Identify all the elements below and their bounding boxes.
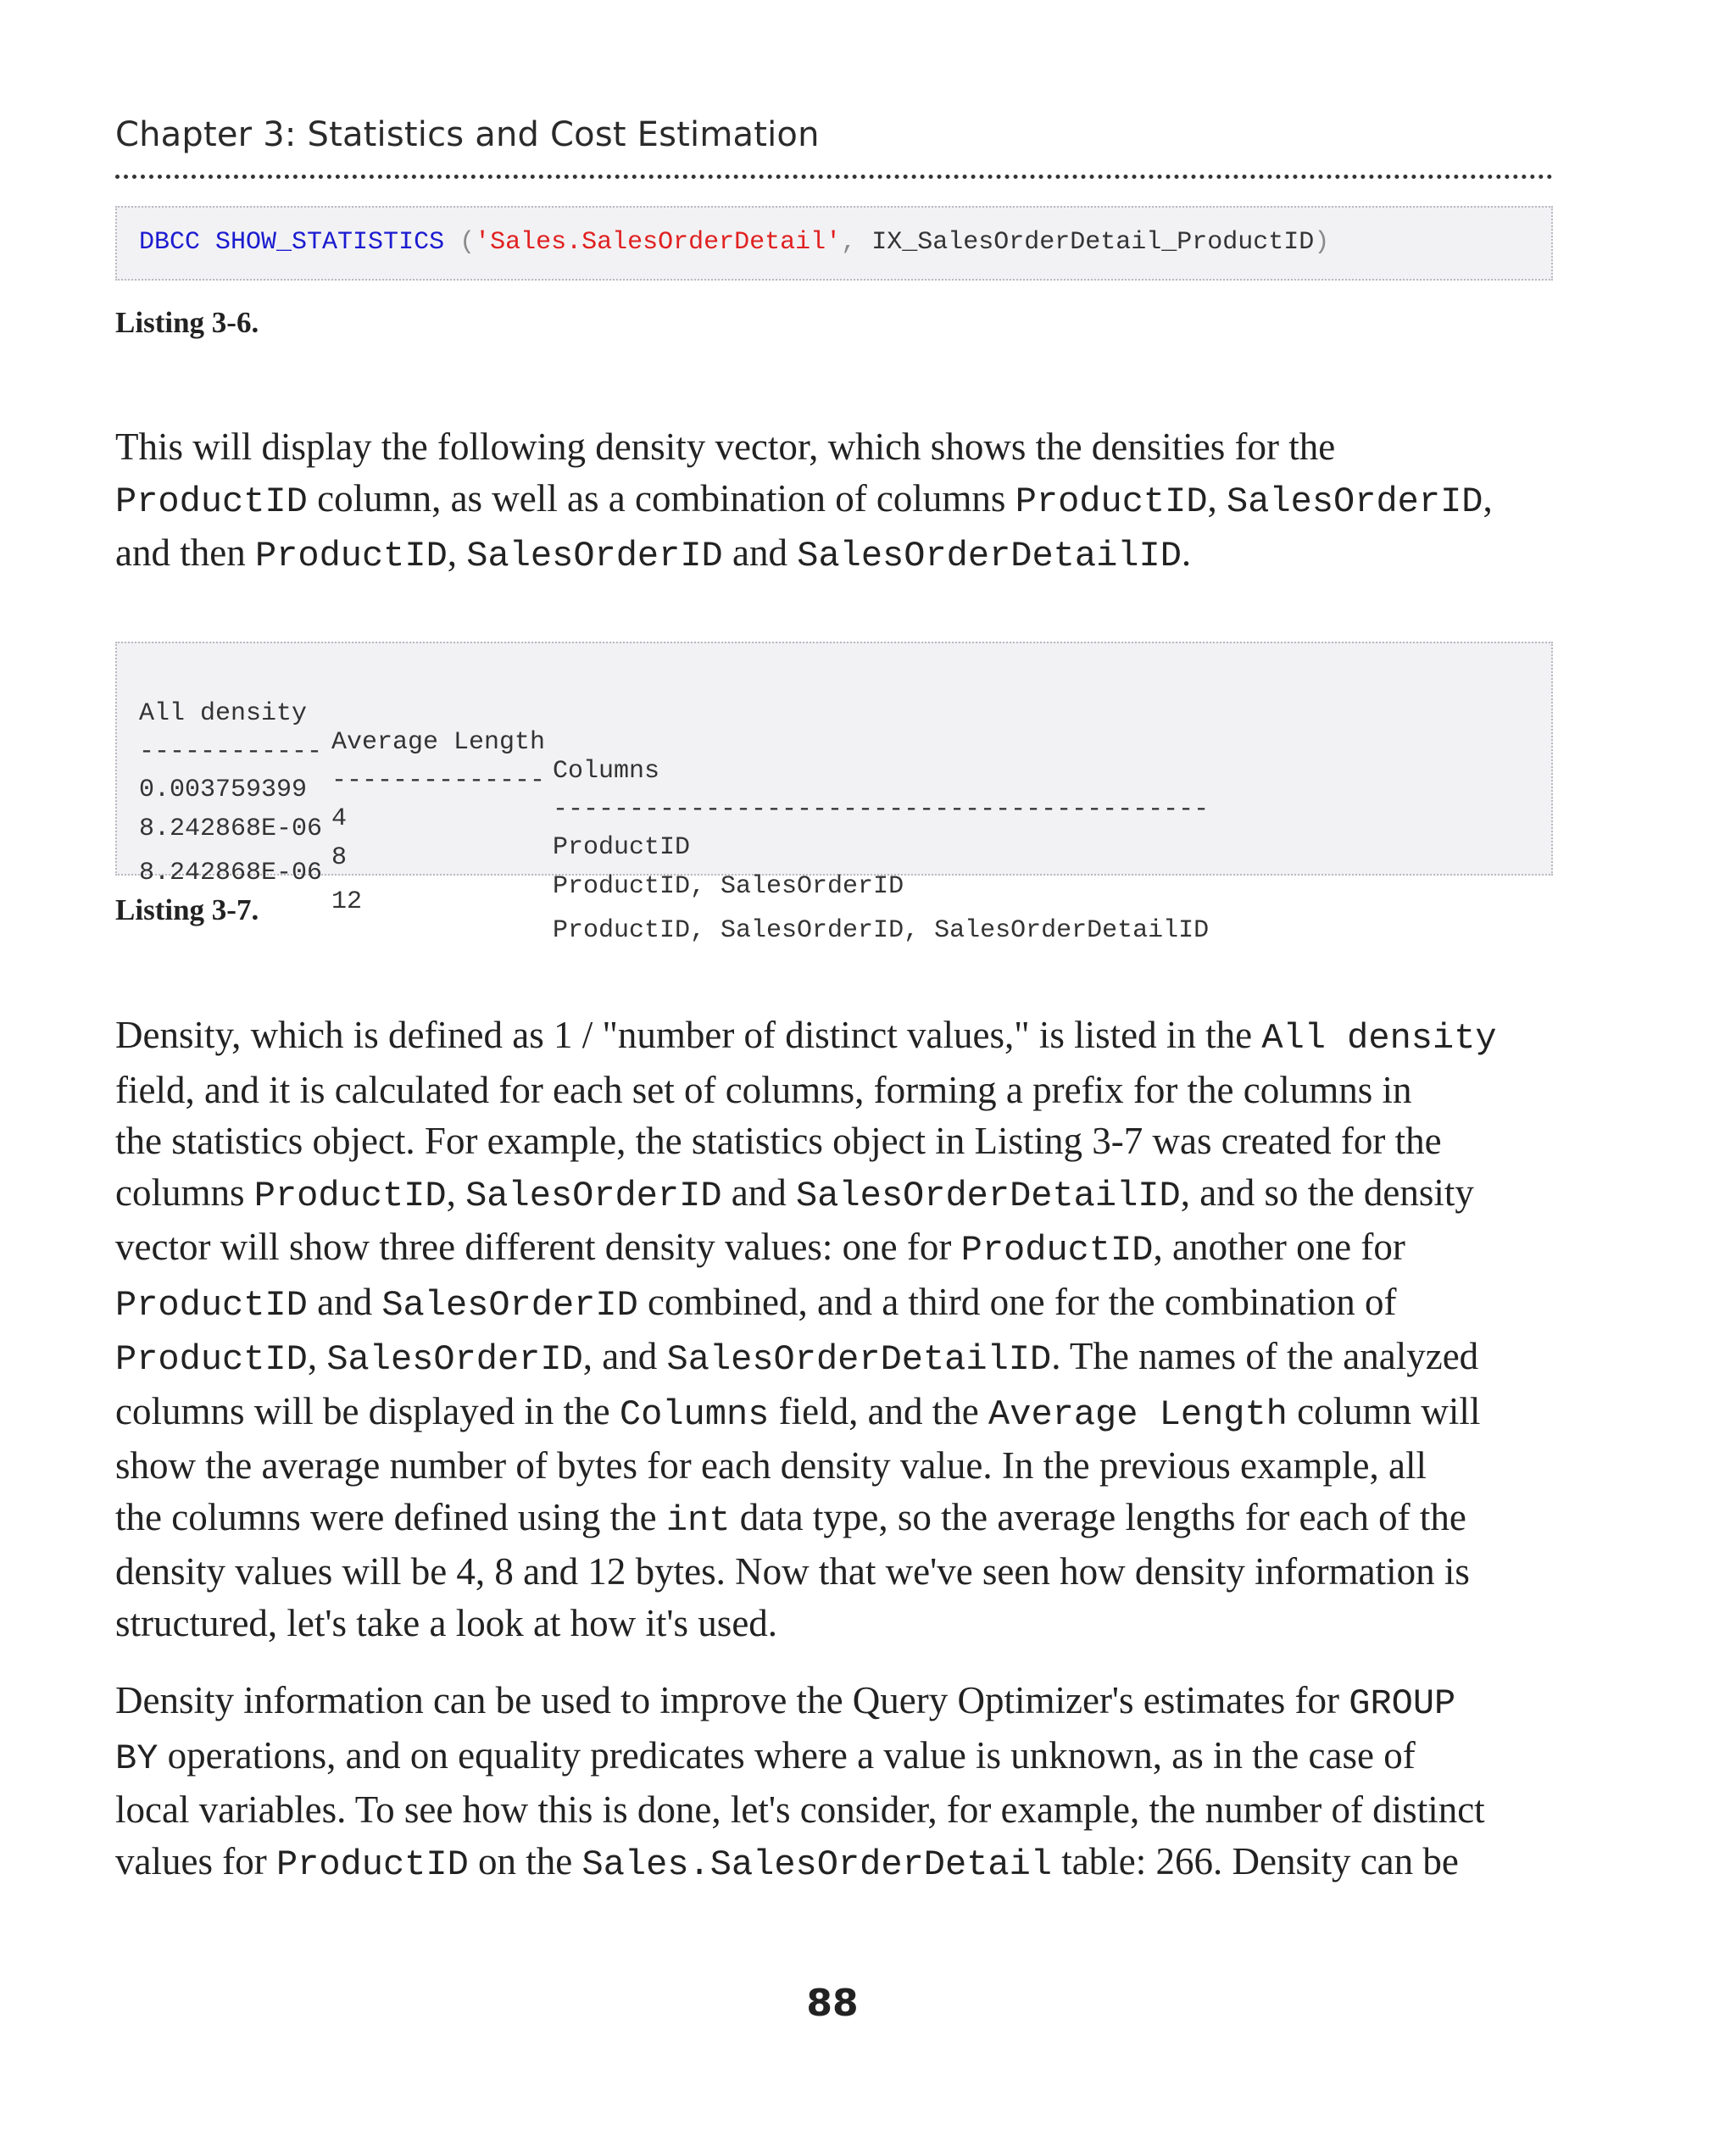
inline-code: ProductID bbox=[253, 1175, 447, 1216]
cell-columns: ProductID bbox=[553, 833, 691, 862]
inline-code: SalesOrderID bbox=[381, 1284, 638, 1326]
listing-caption: Listing 3-7. bbox=[115, 893, 259, 926]
inline-code: SalesOrderID bbox=[326, 1339, 583, 1380]
text-line: field, and it is calculated for each set of columns, forming a prefix for the columns in bbox=[115, 1068, 1412, 1111]
inline-code: Average Length bbox=[988, 1393, 1288, 1435]
separator: ------------ bbox=[139, 737, 323, 766]
text-line: structured, let's take a look at how it's used. bbox=[115, 1601, 778, 1644]
inline-code: ProductID bbox=[275, 1843, 469, 1885]
text-line: values for ProductID on the Sales.SalesOrderDetail table: 266. Density can be bbox=[115, 1839, 1459, 1885]
inline-code: Sales.SalesOrderDetail bbox=[581, 1843, 1053, 1885]
listing-caption: Listing 3-6. bbox=[115, 306, 259, 339]
inline-code: Columns bbox=[619, 1393, 770, 1435]
inline-code: SalesOrderDetailID bbox=[666, 1339, 1052, 1380]
text-line: vector will show three different density values: one for ProductID, another one for bbox=[115, 1226, 1405, 1271]
page-number: 88 bbox=[806, 1982, 859, 2025]
text-line: Density, which is defined as 1 / "number of distinct values," is listed in the All density bbox=[115, 1014, 1497, 1059]
cell-avg-length: 4 bbox=[331, 804, 348, 833]
inline-code: SalesOrderID bbox=[1227, 481, 1483, 522]
inline-code: SalesOrderDetailID bbox=[796, 1175, 1181, 1216]
cell-avg-length: 8 bbox=[331, 843, 348, 872]
text-line: and then ProductID, SalesOrderID and SalesOrderDetailID. bbox=[115, 531, 1192, 576]
text-line: Density information can be used to improve the Query Optimizer's estimates for GROUP bbox=[115, 1679, 1456, 1724]
cell-avg-length: 12 bbox=[331, 887, 363, 916]
code-identifier: IX_SalesOrderDetail_ProductID bbox=[871, 228, 1315, 257]
inline-code: ProductID bbox=[254, 536, 448, 576]
column-header: Columns bbox=[553, 757, 660, 786]
separator: -------------- bbox=[331, 766, 546, 795]
code-punctuation: , bbox=[841, 228, 857, 257]
inline-code: SalesOrderID bbox=[465, 1175, 722, 1216]
separator: ------------------------------------------- bbox=[553, 795, 1210, 824]
inline-code: GROUP bbox=[1349, 1683, 1456, 1724]
inline-code: SalesOrderDetailID bbox=[797, 536, 1182, 576]
inline-code: SalesOrderID bbox=[466, 536, 723, 576]
text-line: show the average number of bytes for each density value. In the previous example, all bbox=[115, 1444, 1427, 1487]
cell-density: 8.242868E-06 bbox=[139, 815, 323, 843]
text-line: ProductID and SalesOrderID combined, and a third one for the combination of bbox=[115, 1280, 1397, 1326]
column-header: Average Length bbox=[331, 728, 546, 757]
code-listing-3-6 bbox=[115, 206, 1553, 281]
code-line bbox=[139, 228, 1329, 257]
inline-code: ProductID bbox=[115, 481, 308, 522]
text-line: the statistics object. For example, the statistics object in Listing 3-7 was created for the bbox=[115, 1120, 1442, 1162]
cell-columns: ProductID, SalesOrderID bbox=[553, 872, 904, 901]
code-string: 'Sales.SalesOrderDetail' bbox=[475, 228, 842, 257]
code-punctuation: ) bbox=[1314, 228, 1330, 257]
column-header: All density bbox=[139, 699, 308, 728]
code-keyword: SHOW_STATISTICS bbox=[215, 228, 445, 257]
text-line: ProductID, SalesOrderID, and SalesOrderDetailID. The names of the analyzed bbox=[115, 1335, 1479, 1380]
cell-columns: ProductID, SalesOrderID, SalesOrderDetailID bbox=[553, 916, 1210, 945]
cell-density: 8.242868E-06 bbox=[139, 859, 323, 887]
inline-code: int bbox=[665, 1499, 731, 1541]
text-line: ProductID column, as well as a combination of columns ProductID, SalesOrderID, bbox=[115, 476, 1493, 522]
text-line: density values will be 4, 8 and 12 bytes. Now that we've seen how density information is bbox=[115, 1550, 1470, 1593]
text-line: This will display the following density vector, which shows the densities for the bbox=[115, 425, 1336, 468]
inline-code: All density bbox=[1261, 1018, 1497, 1059]
inline-code: ProductID bbox=[1015, 481, 1208, 522]
paragraph-usage bbox=[115, 1675, 1590, 1890]
code-punctuation: ( bbox=[459, 228, 476, 257]
paragraph-intro bbox=[115, 421, 1590, 582]
cell-density: 0.003759399 bbox=[139, 776, 308, 804]
text-line: the columns were defined using the int data type, so the average lengths for each of the bbox=[115, 1495, 1466, 1541]
inline-code: ProductID bbox=[960, 1230, 1154, 1271]
chapter-header: Chapter 3: Statistics and Cost Estimation bbox=[115, 115, 820, 154]
inline-code: BY bbox=[115, 1738, 159, 1779]
text-line: local variables. To see how this is done, let's consider, for example, the number of distinct bbox=[115, 1788, 1485, 1831]
text-line: columns will be displayed in the Columns field, and the Average Length column will bbox=[115, 1389, 1481, 1435]
text-line: columns ProductID, SalesOrderID and SalesOrderDetailID, and so the density bbox=[115, 1171, 1474, 1216]
paragraph-density bbox=[115, 1009, 1590, 1649]
inline-code: ProductID bbox=[115, 1284, 308, 1326]
code-keyword: DBCC bbox=[139, 228, 201, 257]
inline-code: ProductID bbox=[115, 1339, 308, 1380]
header-divider bbox=[115, 175, 1553, 179]
text-line: BY operations, and on equality predicates where a value is unknown, as in the case of bbox=[115, 1733, 1416, 1779]
